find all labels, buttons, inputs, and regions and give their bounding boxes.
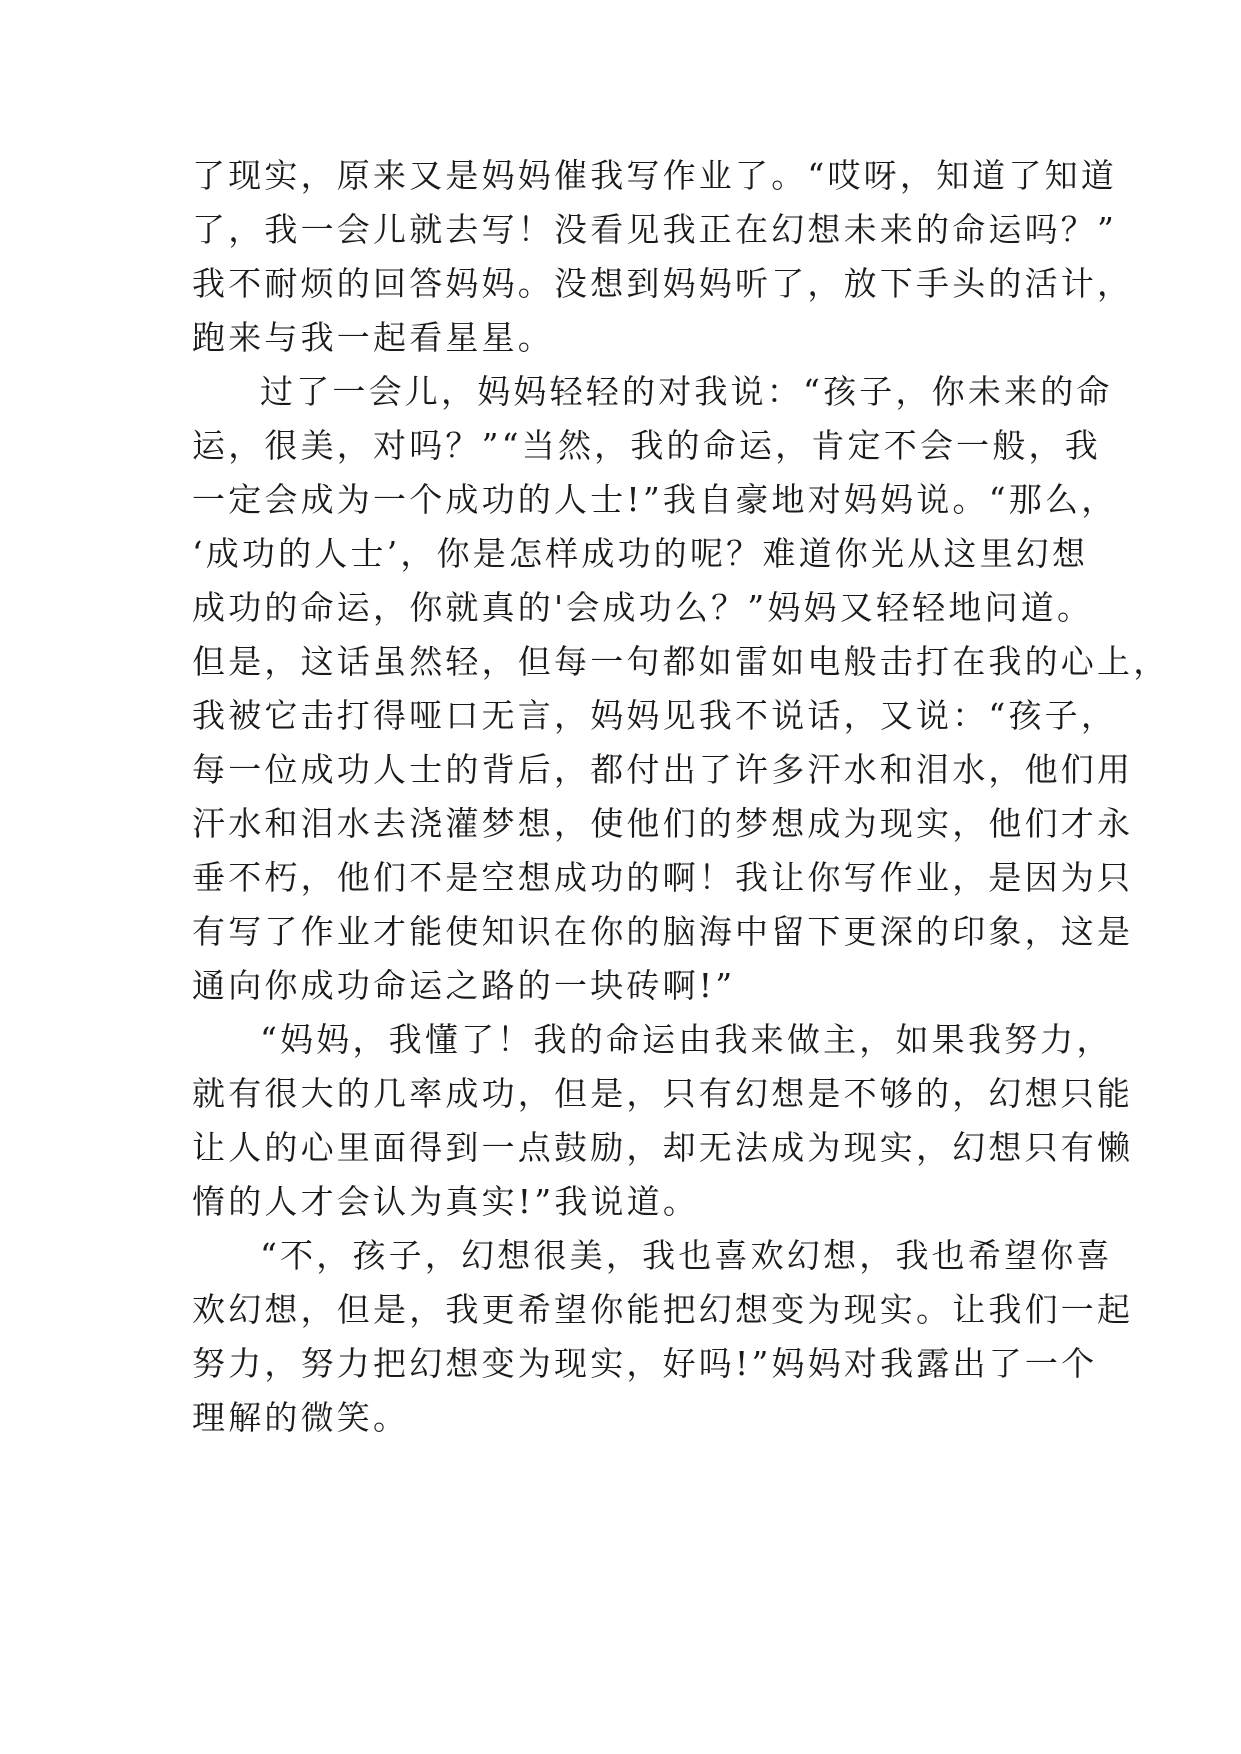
text-line: 通向你成功命运之路的一块砖啊!” [192, 966, 736, 1005]
text-line: 我被它击打得哑口无言，妈妈见我不说话，又说：“孩子， [192, 696, 1118, 735]
text-line: 惰的人才会认为真实!”我说道。 [192, 1182, 700, 1221]
text-line: 每一位成功人士的背后，都付出了许多汗水和泪水，他们用 [192, 750, 1134, 789]
text-line: 理解的微笑。 [192, 1398, 410, 1437]
paragraph-first-line: 过了一会儿，妈妈轻轻的对我说：“孩子，你未来的命 [260, 372, 1113, 411]
paragraph-first-line: “不，孩子，幻想很美，我也喜欢幻想，我也希望你喜 [260, 1236, 1113, 1275]
text-line: 但是，这话虽然轻，但每一句都如雷如电般击打在我的心上， [192, 642, 1170, 681]
paragraph-first-line: “妈妈，我懂了！我的命运由我来做主，如果我努力， [260, 1020, 1113, 1059]
text-line: 成功的命运，你就真的'会成功么？”妈妈又轻轻地问道。 [192, 588, 1094, 627]
text-line: 努力，努力把幻想变为现实，好吗!”妈妈对我露出了一个 [192, 1344, 1098, 1383]
text-line: 垂不朽，他们不是空想成功的啊！我让你写作业，是因为只 [192, 858, 1134, 897]
text-line: 运，很美，对吗？”“当然，我的命运，肯定不会一般，我 [192, 426, 1101, 465]
text-line: 了，我一会儿就去写！没看见我正在幻想未来的命运吗？” [192, 210, 1118, 249]
text-line: 跑来与我一起看星星。 [192, 318, 554, 357]
text-line: 欢幻想，但是，我更希望你能把幻想变为现实。让我们一起 [192, 1290, 1134, 1329]
text-line: 让人的心里面得到一点鼓励，却无法成为现实，幻想只有懒 [192, 1128, 1134, 1167]
text-line: 就有很大的几率成功，但是，只有幻想是不够的，幻想只能 [192, 1074, 1134, 1113]
text-line: 有写了作业才能使知识在你的脑海中留下更深的印象，这是 [192, 912, 1134, 951]
text-line: 我不耐烦的回答妈妈。没想到妈妈听了，放下手头的活计， [192, 264, 1134, 303]
text-line: 了现实，原来又是妈妈催我写作业了。“哎呀，知道了知道 [192, 156, 1118, 195]
text-line: ‘成功的人士’，你是怎样成功的呢？难道你光从这里幻想 [192, 534, 1089, 573]
text-line: 汗水和泪水去浇灌梦想，使他们的梦想成为现实，他们才永 [192, 804, 1134, 843]
text-line: 一定会成为一个成功的人士!”我自豪地对妈妈说。“那么， [192, 480, 1118, 519]
